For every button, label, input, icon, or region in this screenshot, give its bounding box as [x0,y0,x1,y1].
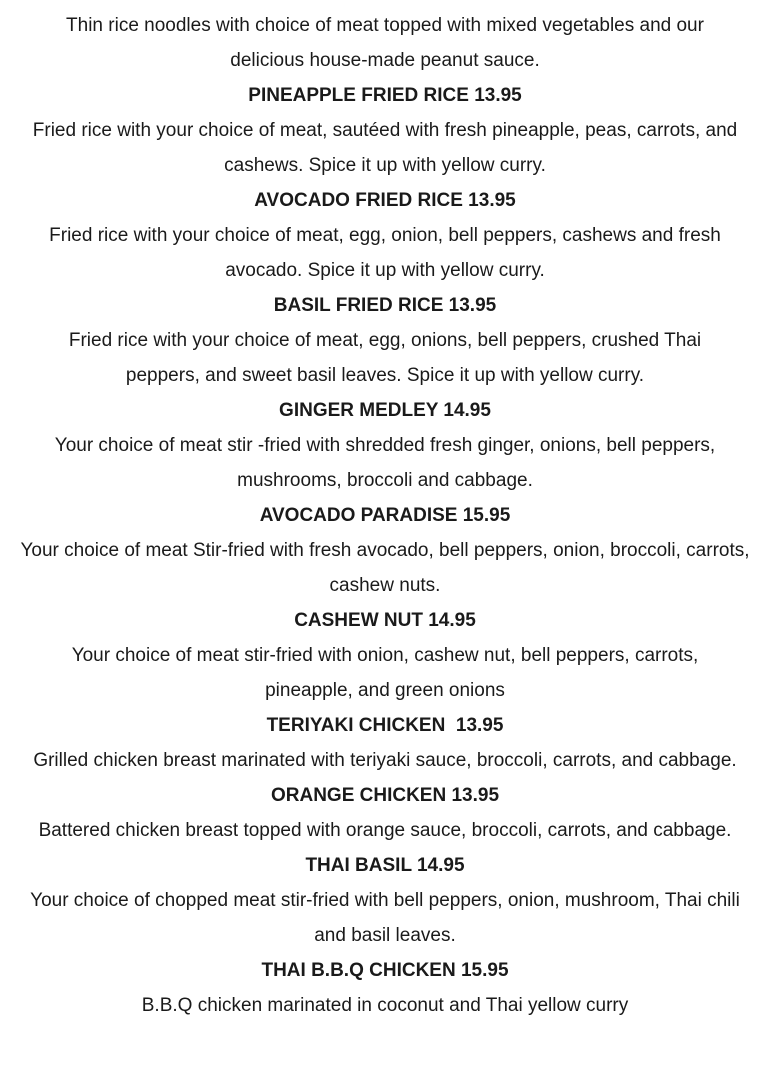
menu-item-title: AVOCADO PARADISE 15.95 [259,505,511,526]
menu-item-title: THAI B.B.Q CHICKEN 15.95 [261,960,509,981]
menu-item-title: CASHEW NUT 14.95 [294,610,476,631]
menu-item-description: Your choice of meat stir-fried with onion, cashew nut, bell peppers, carrots, pineapple, and green onions [71,645,699,701]
menu-item-title: GINGER MEDLEY 14.95 [279,400,491,421]
menu-item-title: ORANGE CHICKEN 13.95 [270,785,500,806]
menu-item-description: B.B.Q chicken marinated in coconut and Thai yellow curry [141,995,629,1016]
menu-page [10,8,760,1023]
menu-item-description: Fried rice with your choice of meat, egg, onions, bell peppers, crushed Thai peppers, and sweet basil leaves. Spice it up with yellow curry. [68,330,702,386]
menu-item-description: Grilled chicken breast marinated with teriyaki sauce, broccoli, carrots, and cabbage. [33,750,737,771]
menu-item-title: PINEAPPLE FRIED RICE 13.95 [248,85,522,106]
menu-item-description: Your choice of chopped meat stir-fried with bell peppers, onion, mushroom, Thai chili and basil leaves. [30,890,740,946]
menu-item-description: Fried rice with your choice of meat, egg, onion, bell peppers, cashews and fresh avocado. Spice it up with yellow curry. [49,225,721,281]
intro-description: Thin rice noodles with choice of meat topped with mixed vegetables and our delicious house-made peanut sauce. [66,15,704,71]
menu-item-title: BASIL FRIED RICE 13.95 [273,295,497,316]
menu-item-description: Your choice of meat Stir-fried with fresh avocado, bell peppers, onion, broccoli, carrots, cashew nuts. [20,540,750,596]
menu-item-description: Battered chicken breast topped with orange sauce, broccoli, carrots, and cabbage. [38,820,732,841]
menu-item-title: AVOCADO FRIED RICE 13.95 [254,190,516,211]
menu-item-title: THAI BASIL 14.95 [305,855,465,876]
menu-item-description: Fried rice with your choice of meat, sautéed with fresh pineapple, peas, carrots, and cashews. Spice it up with yellow curry. [32,120,738,176]
menu-item-title: TERIYAKI CHICKEN 13.95 [266,715,504,736]
menu-item-description: Your choice of meat stir -fried with shredded fresh ginger, onions, bell peppers, mushrooms, broccoli and cabbage. [54,435,716,491]
